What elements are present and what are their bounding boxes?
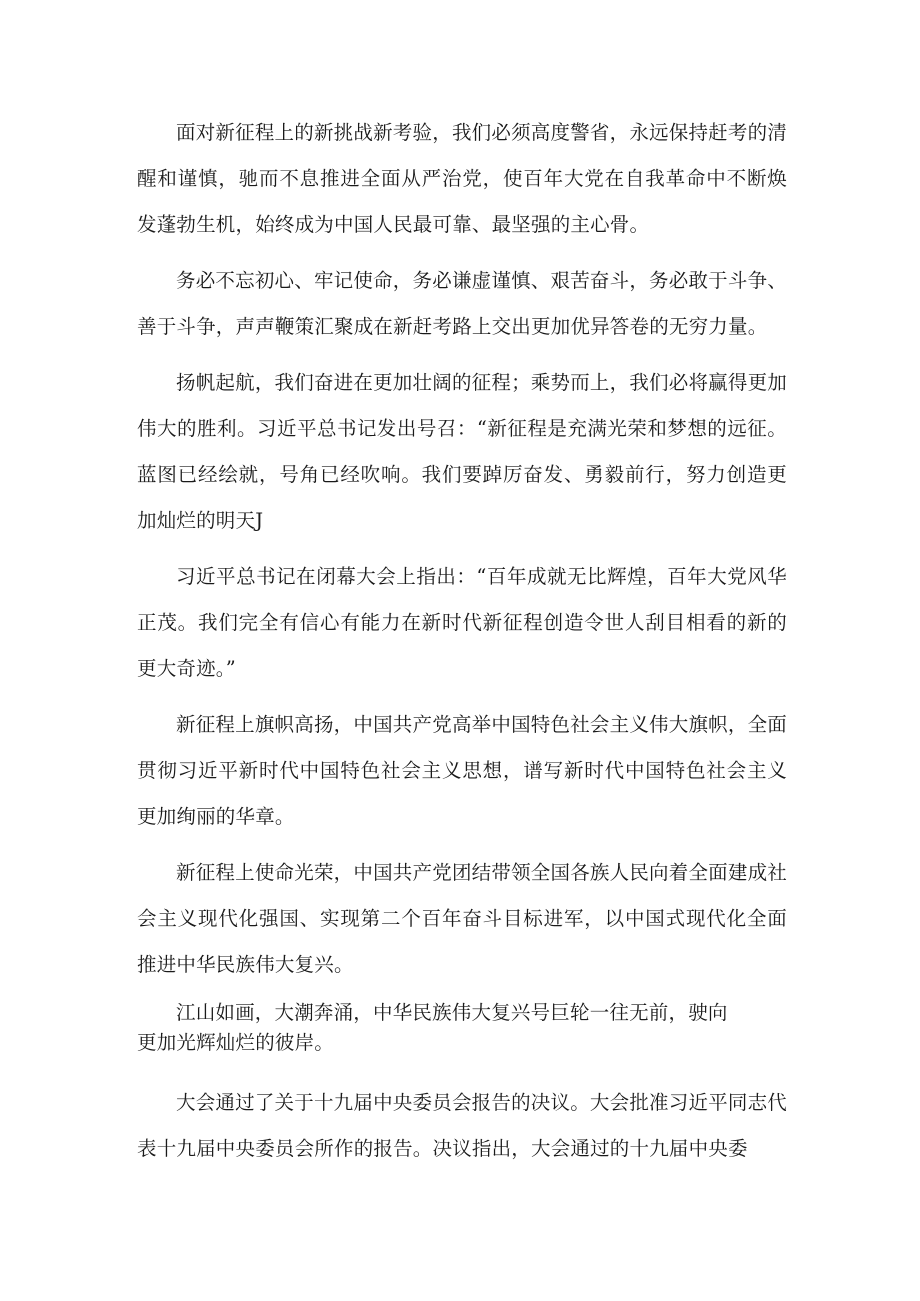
document-body — [137, 110, 787, 1182]
paragraph-7: 江山如画，大潮奔涌，中华民族伟大复兴号巨轮一往无前，驶向 更加光辉灿烂的彼岸。 — [137, 1001, 728, 1054]
paragraph-8: 大会通过了关于十九届中央委员会报告的决议。大会批准习近平同志代表十九届中央委员会所作的报告。决议指出，大会通过的十九届中央委 — [137, 1091, 787, 1160]
paragraph-4: 习近平总书记在闭幕大会上指出：“百年成就无比辉煌，百年大党风华正茂。我们完全有信心有能力在新时代新征程创造令世人刮目相看的新的更大奇迹。” — [137, 565, 787, 680]
paragraph-5: 新征程上旗帜高扬，中国共产党高举中国特色社会主义伟大旗帜，全面贯彻习近平新时代中国特色社会主义思想，谱写新时代中国特色社会主义更加绚丽的华章。 — [137, 713, 787, 828]
paragraph-1: 面对新征程上的新挑战新考验，我们必须高度警省，永远保持赶考的清醒和谨慎，驰而不息推进全面从严治党，使百年大党在自我革命中不断焕发蓬勃生机，始终成为中国人民最可靠、最坚强的主心骨。 — [137, 121, 787, 236]
paragraph-3: 扬帆起航，我们奋进在更加壮阔的征程；乘势而上，我们必将赢得更加伟大的胜利。习近平总书记发出号召：“新征程是充满光荣和梦想的远征。蓝图已经绘就，号角已经吹响。我们要踔厉奋发、勇毅前行，努力创造更加灿烂的明天J — [137, 371, 787, 532]
paragraph-2: 务必不忘初心、牢记使命，务必谦虚谨慎、艰苦奋斗，务必敢于斗争、善于斗争，声声鞭策汇聚成在新赶考路上交出更加优异答卷的无穷力量。 — [137, 269, 787, 338]
paragraph-6: 新征程上使命光荣，中国共产党团结带领全国各族人民向着全面建成社会主义现代化强国、实现第二个百年奋斗目标进军，以中国式现代化全面推进中华民族伟大复兴。 — [137, 861, 787, 976]
